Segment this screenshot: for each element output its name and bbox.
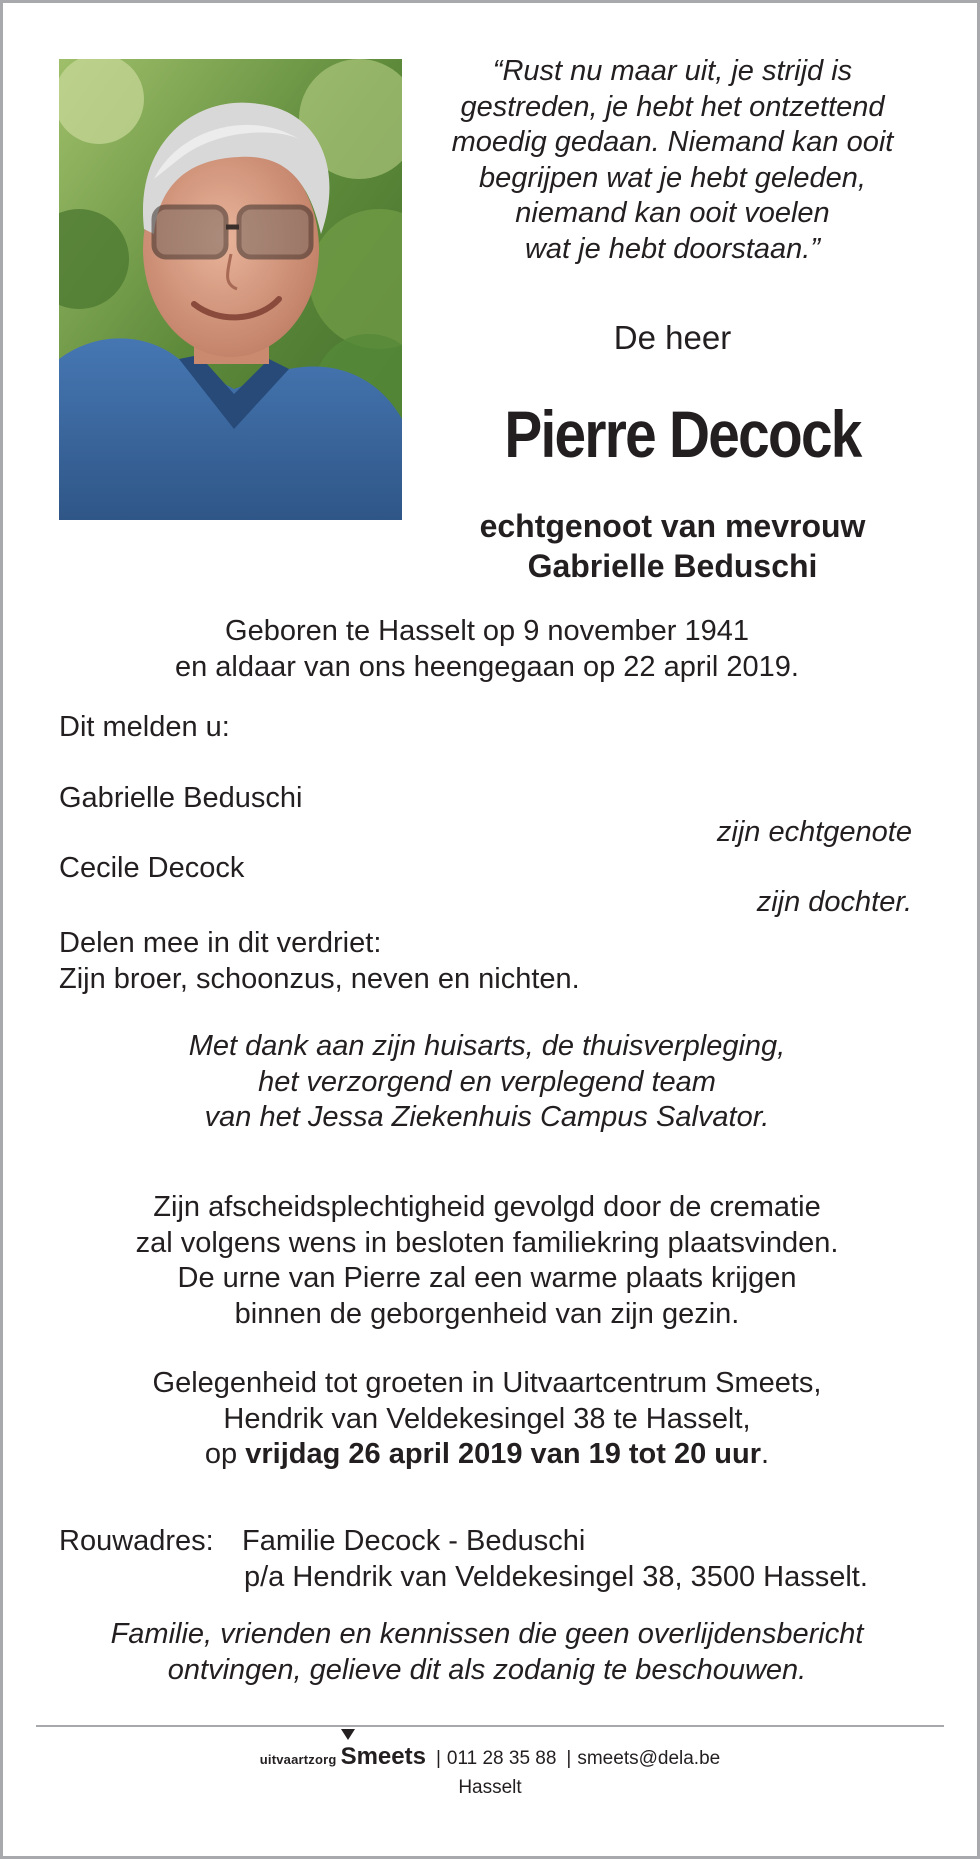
ceremony-line: zal volgens wens in besloten familiekring plaatsvinden. bbox=[135, 1226, 839, 1259]
separator: | bbox=[566, 1748, 572, 1769]
thanks-line: van het Jessa Ziekenhuis Campus Salvator. bbox=[204, 1101, 770, 1133]
family-member-name: Gabrielle Beduschi bbox=[59, 782, 303, 814]
sharing-grief bbox=[59, 926, 580, 997]
footer-divider bbox=[36, 1725, 944, 1727]
visitation-info bbox=[59, 1366, 915, 1473]
honorific: De heer bbox=[613, 319, 732, 356]
mourning-address bbox=[59, 1524, 915, 1595]
visit-prefix: op bbox=[204, 1438, 238, 1470]
born-line: Geboren te Hasselt op 9 november 1941 bbox=[225, 615, 749, 647]
quote-line: gestreden, je hebt het ontzettend bbox=[460, 90, 885, 123]
logo-triangle-icon bbox=[341, 1729, 355, 1740]
announce-heading: Dit melden u: bbox=[59, 711, 230, 743]
portrait-photo bbox=[59, 59, 402, 520]
quote-line: begrijpen wat je hebt geleden, bbox=[479, 161, 866, 194]
address-street: p/a Hendrik van Veldekesingel 38, 3500 Hasselt. bbox=[244, 1560, 868, 1593]
ceremony-line: De urne van Pierre zal een warme plaats krijgen bbox=[177, 1262, 797, 1294]
family-member-relation: zijn dochter. bbox=[756, 886, 912, 918]
spouse-info bbox=[420, 506, 925, 586]
quote-line: niemand kan ooit voelen bbox=[515, 197, 830, 229]
notice-line: Familie, vrienden en kennissen die geen overlijdensbericht bbox=[110, 1618, 864, 1650]
died-line: en aldaar van ons heengegaan op 22 april 2019. bbox=[174, 650, 799, 683]
visit-date-line bbox=[59, 1437, 915, 1473]
family-member-name: Cecile Decock bbox=[59, 852, 245, 884]
phone-number: 011 28 35 88 bbox=[446, 1748, 557, 1769]
address-family: Familie Decock - Beduschi bbox=[242, 1525, 586, 1557]
ceremony-line: binnen de geborgenheid van zijn gezin. bbox=[234, 1297, 740, 1330]
birth-death-info bbox=[59, 614, 915, 685]
quote-line: moedig gedaan. Niemand kan ooit bbox=[451, 126, 894, 158]
memorial-quote bbox=[420, 54, 925, 267]
logo-tagline: uitvaartzorg bbox=[259, 1752, 337, 1767]
visit-date: vrijdag 26 april 2019 van 19 tot 20 uur bbox=[245, 1438, 762, 1470]
logo-name: Smeets bbox=[340, 1743, 426, 1770]
spouse-name: Gabrielle Beduschi bbox=[527, 548, 818, 584]
visit-suffix: . bbox=[761, 1438, 770, 1470]
funeral-home-footer bbox=[0, 1743, 980, 1799]
thanks-line: Met dank aan zijn huisarts, de thuisverpleging, bbox=[188, 1030, 786, 1062]
deceased-name: Pierre Decock bbox=[504, 397, 861, 471]
spouse-line: echtgenoot van mevrouw bbox=[479, 508, 866, 544]
email-address: smeets@dela.be bbox=[577, 1748, 721, 1769]
thanks-line: het verzorgend en verplegend team bbox=[258, 1065, 716, 1098]
separator: | bbox=[435, 1748, 441, 1769]
thanks-note bbox=[59, 1029, 915, 1136]
footer-city: Hasselt bbox=[458, 1777, 522, 1798]
ceremony-line: Zijn afscheidsplechtigheid gevolgd door de crematie bbox=[153, 1191, 821, 1223]
family-member-relation: zijn echtgenote bbox=[716, 816, 912, 848]
quote-line: “Rust nu maar uit, je strijd is bbox=[492, 55, 853, 87]
notice-line: ontvingen, gelieve dit als zodanig te beschouwen. bbox=[167, 1653, 807, 1686]
smeets-logo bbox=[337, 1743, 426, 1771]
visit-line: Hendrik van Veldekesingel 38 te Hasselt, bbox=[223, 1402, 751, 1435]
share-line: Delen mee in dit verdriet: bbox=[59, 927, 382, 959]
share-line: Zijn broer, schoonzus, neven en nichten. bbox=[59, 962, 580, 995]
visit-line: Gelegenheid tot groeten in Uitvaartcentrum Smeets, bbox=[152, 1367, 822, 1399]
address-label: Rouwadres: bbox=[59, 1525, 214, 1557]
notice-text bbox=[59, 1617, 915, 1688]
quote-line: wat je hebt doorstaan.” bbox=[524, 232, 820, 265]
ceremony-info bbox=[59, 1190, 915, 1332]
